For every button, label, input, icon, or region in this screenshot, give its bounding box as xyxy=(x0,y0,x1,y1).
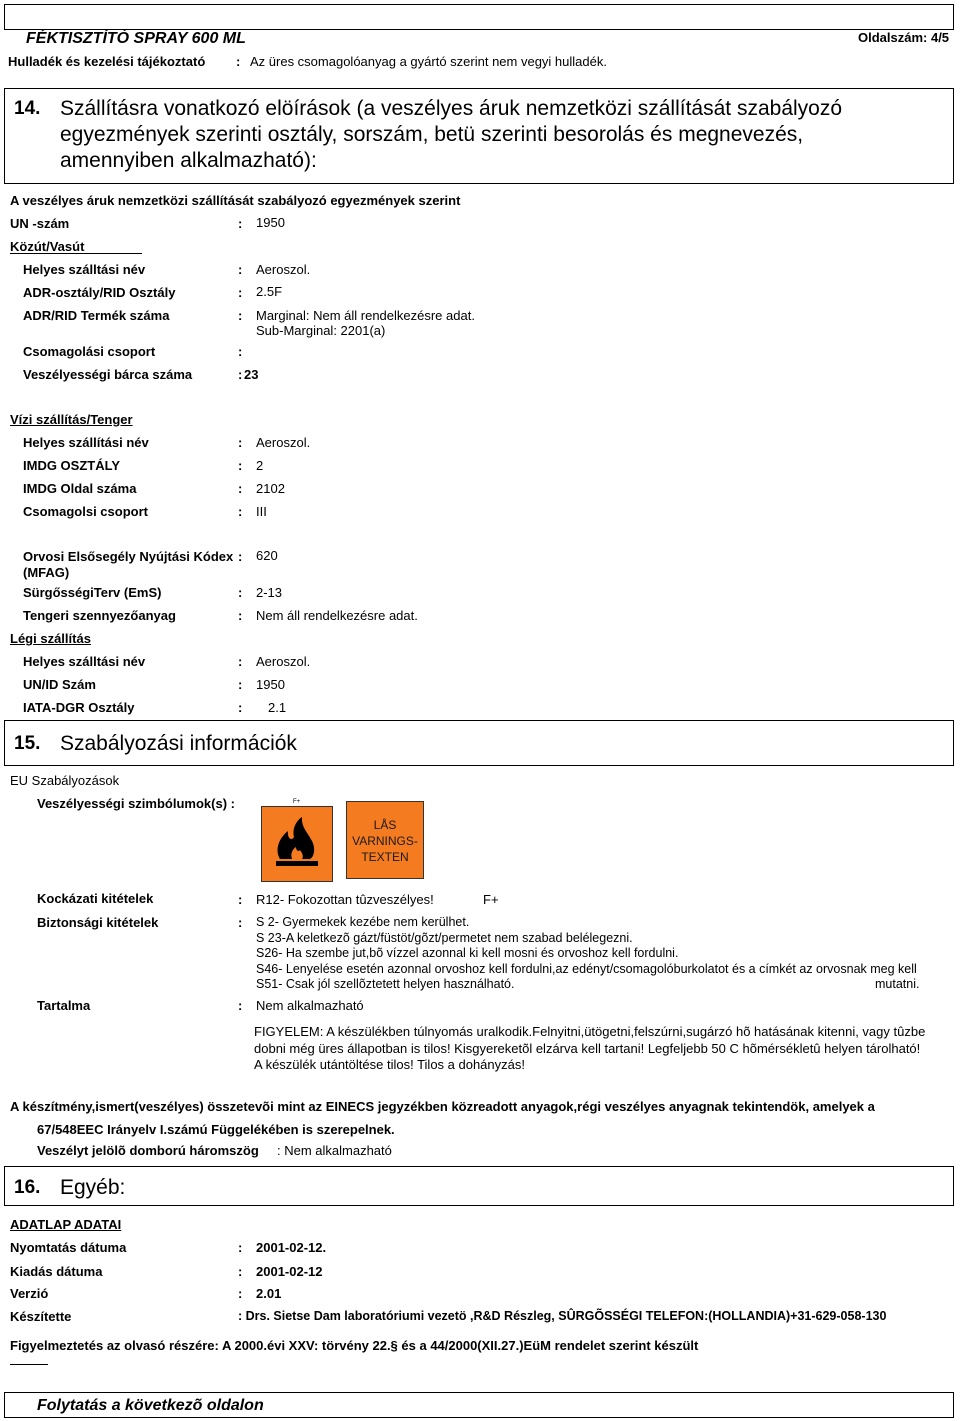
symbol-small-code: F+ xyxy=(293,799,301,805)
road-class-value: 2.5F xyxy=(256,284,283,299)
symbol-text-line-1: LÅS xyxy=(373,818,397,832)
safety-line-3: S26- Ha szembe jut,bõ vízzel azonnal ki kell mosni és orvoshoz kell fordulni. xyxy=(256,946,679,960)
road-class-label: ADR-osztály/RID Osztály xyxy=(23,285,176,300)
air-iata-label: IATA-DGR Osztály xyxy=(23,700,135,715)
ems-value: 2-13 xyxy=(256,585,283,600)
risk-value: R12- Fokozottan tûzveszélyes! xyxy=(256,892,434,907)
road-hazard-colon: : xyxy=(238,367,243,382)
sea-name-label: Helyes szállítási név xyxy=(23,435,149,450)
mfag-colon: : xyxy=(238,549,243,564)
ems-label: SürgősségiTerv (EmS) xyxy=(23,585,162,600)
sea-pack-label: Csomagolsi csoport xyxy=(23,504,148,519)
warning-line-3: A készülék utántöltése tilos! Tilos a dohányzás! xyxy=(254,1057,525,1072)
road-pack-label: Csomagolási csoport xyxy=(23,344,156,359)
risk-label: Kockázati kitételek xyxy=(37,891,154,906)
eu-heading: EU Szabályozások xyxy=(10,773,120,788)
sea-heading xyxy=(10,412,133,427)
un-number-colon: : xyxy=(238,216,243,231)
safety-label: Biztonsági kitételek xyxy=(37,915,159,930)
continued-note: Folytatás a következõ oldalon xyxy=(37,1397,264,1414)
section-15-number: 15. xyxy=(14,733,41,754)
content-colon: : xyxy=(238,998,243,1013)
section-14-title-line-3: amennyiben alkalmazható): xyxy=(60,149,317,172)
road-name-label: Helyes szálltási név xyxy=(23,262,146,277)
air-heading xyxy=(10,631,91,646)
road-hazard-value: 23 xyxy=(244,367,259,382)
safety-line-4: S46- Lenyelése esetén azonnal orvoshoz kell fordulni,az edényt/csomagolóburkolatot és a címkét az orvosnak meg kell xyxy=(256,962,917,976)
transport-intro: A veszélyes áruk nemzetközi szállítását szabályozó egyezmények szerint xyxy=(10,193,461,208)
sea-pack-colon: : xyxy=(238,504,243,519)
warning-text-label xyxy=(346,801,424,879)
air-iata-colon: : xyxy=(238,700,243,715)
safety-line-5: S51- Csak jól szellõztetett helyen használható. xyxy=(256,977,515,991)
symbols-label: Veszélyességi szimbólumok(s) : xyxy=(37,796,235,811)
print-date-label: Nyomtatás dátuma xyxy=(10,1240,127,1255)
road-pack-colon: : xyxy=(238,344,243,359)
pollutant-colon: : xyxy=(238,608,243,623)
symbol-text-line-2: VARNINGS- xyxy=(352,834,418,848)
header-box xyxy=(4,4,954,30)
mfag-label-2: (MFAG) xyxy=(23,565,70,580)
un-number-value: 1950 xyxy=(256,215,285,230)
air-heading-text: Légi szállítás xyxy=(10,631,91,646)
sea-class-value: 2 xyxy=(256,458,264,473)
un-number-label: UN -szám xyxy=(10,216,70,231)
mfag-label-1: Orvosi Elsősegély Nyújtási Kódex xyxy=(23,549,234,564)
content-label: Tartalma xyxy=(37,998,91,1013)
mfag-value: 620 xyxy=(256,548,278,563)
air-name-value: Aeroszol. xyxy=(256,654,311,669)
air-name-label: Helyes szálltási név xyxy=(23,654,146,669)
sheet-heading xyxy=(10,1217,121,1232)
sea-name-value: Aeroszol. xyxy=(256,435,311,450)
road-hazard-label: Veszélyességi bárca száma xyxy=(23,367,193,382)
waste-colon: : xyxy=(236,54,241,69)
version-label: Verzió xyxy=(10,1286,49,1301)
einecs-line-1: A készítmény,ismert(veszélyes) összetevõi mint az EINECS jegyzékben közreadott anyagok,régi veszélyes anyagnak tekintendök, amelyek a xyxy=(10,1099,875,1114)
road-item-value-1: Marginal: Nem áll rendelkezésre adat. xyxy=(256,308,475,323)
road-class-colon: : xyxy=(238,285,243,300)
section-14-title-line-1: Szállításra vonatkozó elöírások (a veszélyes áruk nemzetközi szállítását szabályozó xyxy=(60,97,843,120)
sea-pack-value: III xyxy=(256,504,267,519)
version-colon: : xyxy=(238,1286,243,1301)
air-unid-value: 1950 xyxy=(256,677,285,692)
section-16-title-box xyxy=(4,1166,954,1206)
flammable-symbol xyxy=(261,806,333,882)
safety-line-1: S 2- Gyermekek kezébe nem kerülhet. xyxy=(256,915,470,929)
road-heading-underline xyxy=(10,253,142,254)
product-title: FÉKTISZTÍTÓ SPRAY 600 ML xyxy=(26,30,246,47)
reader-attention: Figyelmeztetés az olvasó részére: A 2000.évi XXV: törvény 22.§ és a 44/2000(XII.27.)EüM rendelet szerint készült xyxy=(10,1338,699,1353)
pollutant-label: Tengeri szennyezőanyag xyxy=(23,608,176,623)
road-heading: Közút/Vasút xyxy=(10,239,85,254)
issue-date-value: 2001-02-12 xyxy=(256,1264,323,1279)
road-item-colon: : xyxy=(238,308,243,323)
triangle-value: : Nem alkalmazható xyxy=(277,1143,392,1158)
safety-line-2: S 23-A keletkezõ gázt/füstöt/gõzt/permetet nem szabad belélegezni. xyxy=(256,931,633,945)
triangle-label: Veszélyt jelölõ domború háromszög xyxy=(37,1143,259,1158)
road-name-colon: : xyxy=(238,262,243,277)
waste-value: Az üres csomagolóanyag a gyártó szerint nem vegyi hulladék. xyxy=(250,54,607,69)
ems-colon: : xyxy=(238,585,243,600)
warning-line-2: dobni még üres állapotban is tilos! Kisgyereketõl elzárva kell tartani! Legfeljebb 50 C hõmérsékletû helyen tárolható! xyxy=(254,1041,921,1056)
sea-page-colon: : xyxy=(238,481,243,496)
author-label: Készítette xyxy=(10,1309,72,1324)
safety-line-tail: mutatni. xyxy=(875,977,920,991)
sea-page-label: IMDG Oldal száma xyxy=(23,481,137,496)
symbol-text-line-3: TEXTEN xyxy=(361,850,409,864)
version-value: 2.01 xyxy=(256,1286,282,1301)
road-name-value: Aeroszol. xyxy=(256,262,311,277)
section-16-number: 16. xyxy=(14,1177,41,1198)
road-item-label: ADR/RID Termék száma xyxy=(23,308,170,323)
attention-underline xyxy=(10,1364,48,1365)
section-14-number: 14. xyxy=(14,98,41,119)
einecs-line-2: 67/548EEC Irányelv I.számú Függelékében is szerepelnek. xyxy=(37,1122,395,1137)
sea-name-colon: : xyxy=(238,435,243,450)
safety-colon: : xyxy=(238,915,243,930)
risk-code: F+ xyxy=(483,892,499,907)
section-15-title: Szabályozási információk xyxy=(60,732,297,755)
issue-date-label: Kiadás dátuma xyxy=(10,1264,103,1279)
sea-class-label: IMDG OSZTÁLY xyxy=(23,458,121,473)
air-name-colon: : xyxy=(238,654,243,669)
sheet-heading-text: ADATLAP ADATAI xyxy=(10,1217,122,1232)
issue-date-colon: : xyxy=(238,1264,243,1279)
section-16-title: Egyéb: xyxy=(60,1176,126,1199)
air-iata-value: 2.1 xyxy=(268,700,287,715)
warning-line-1: FIGYELEM: A készülékben túlnyomás uralkodik.Felnyitni,ütögetni,felszúrni,sugárzó hõ hatásának kitenni, vagy tûzbe xyxy=(254,1024,926,1039)
author-value: : Drs. Sietse Dam laboratóriumi vezetö ,R&D Részleg, SÛRGÕSSÉGI TELEFON:(HOLLANDIA)+31-629-058-130 xyxy=(238,1309,887,1323)
pollutant-value: Nem áll rendelkezésre adat. xyxy=(256,608,418,623)
section-14-title-line-2: egyezmények szerinti osztály, sorszám, betü szerinti besorolás és megnevezés, xyxy=(60,123,804,146)
print-date-colon: : xyxy=(238,1240,243,1255)
waste-label: Hulladék és kezelési tájékoztató xyxy=(8,54,206,69)
sea-page-value: 2102 xyxy=(256,481,285,496)
content-value: Nem alkalmazható xyxy=(256,998,364,1013)
sea-class-colon: : xyxy=(238,458,243,473)
print-date-value: 2001-02-12. xyxy=(256,1240,327,1255)
page-number: Oldalszám: 4/5 xyxy=(858,30,950,45)
road-item-value-2: Sub-Marginal: 2201(a) xyxy=(256,323,386,338)
air-unid-label: UN/ID Szám xyxy=(23,677,96,692)
flame-icon xyxy=(262,807,332,881)
sea-heading-text: Vízi szállítás/Tenger xyxy=(10,412,133,427)
risk-colon: : xyxy=(238,892,243,907)
air-unid-colon: : xyxy=(238,677,243,692)
